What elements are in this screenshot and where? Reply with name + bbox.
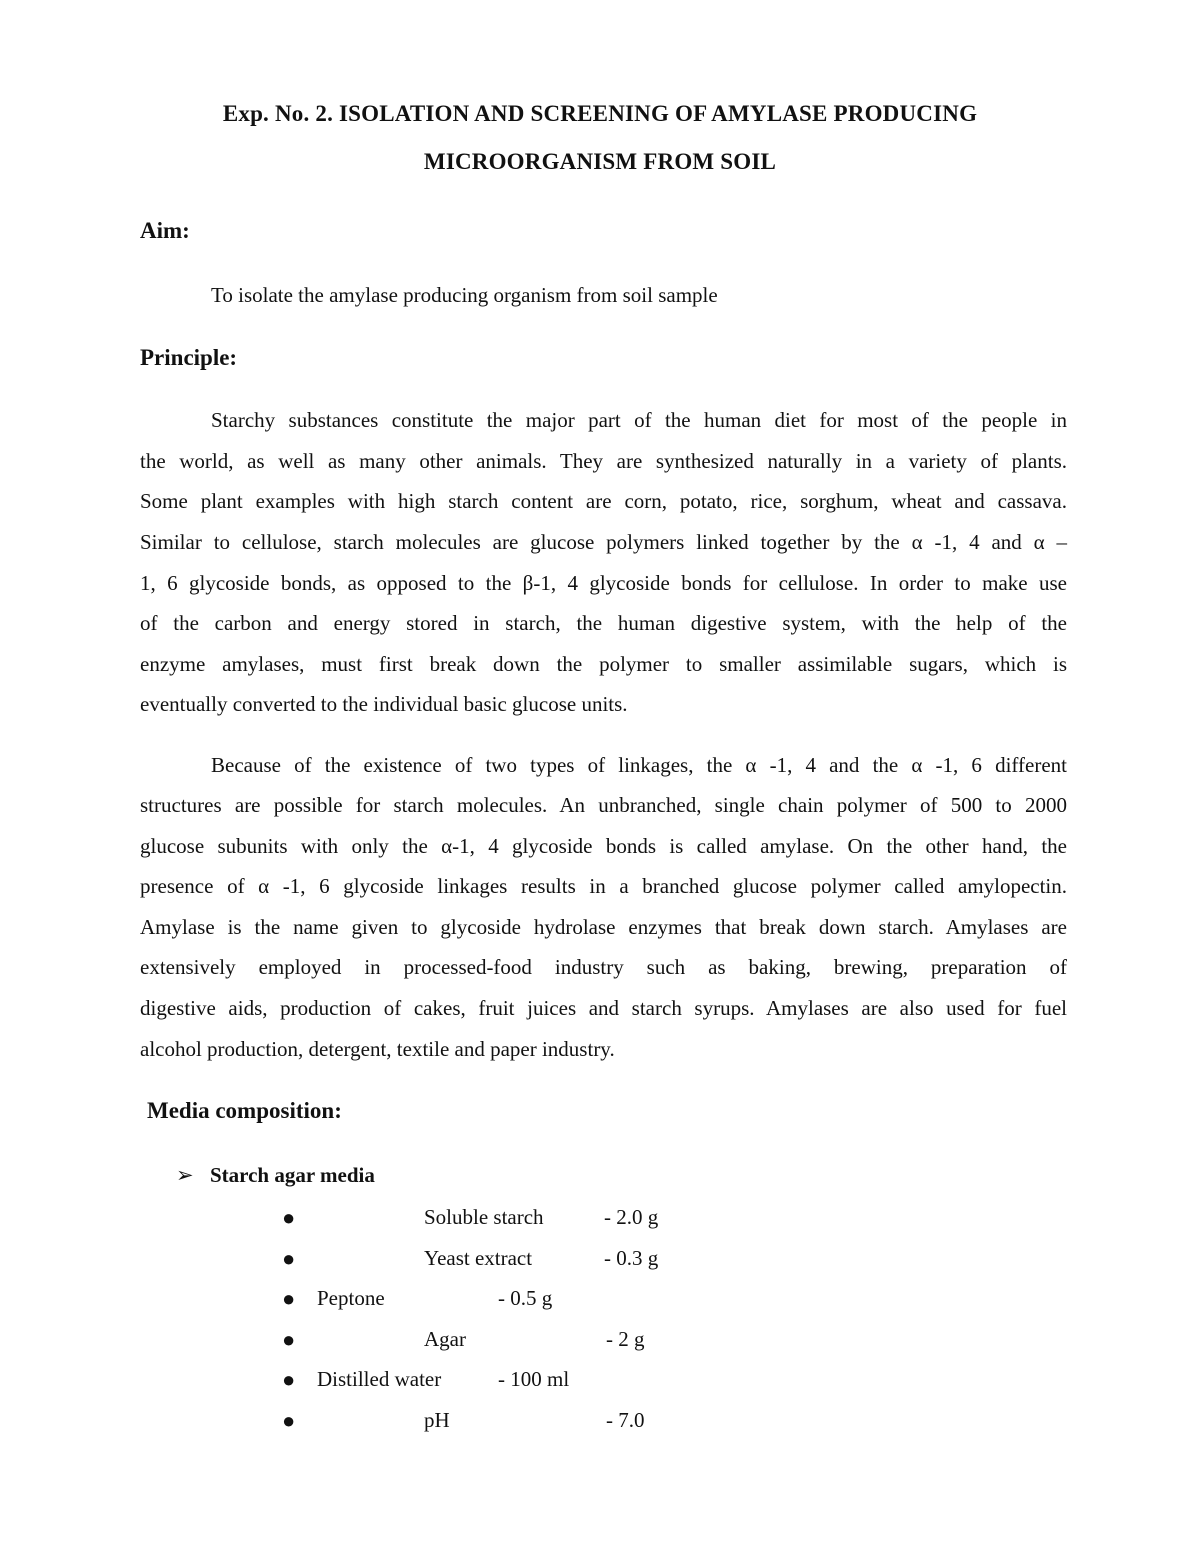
ingredient-name: Soluble starch	[424, 1205, 544, 1229]
arrow-bullet-icon: ➢	[176, 1163, 194, 1187]
bullet-icon: ●	[282, 1205, 296, 1230]
aim-heading: Aim:	[140, 218, 190, 243]
bullet-icon: ●	[282, 1246, 296, 1271]
ingredient-name: Distilled water	[317, 1367, 442, 1391]
aim-text: To isolate the amylase producing organism from soil sample	[211, 283, 718, 307]
document-title-line1: Exp. No. 2. ISOLATION AND SCREENING OF AMYLASE PRODUCING	[222, 101, 978, 126]
ingredient-amount: - 0.3 g	[604, 1246, 659, 1270]
bullet-icon: ●	[282, 1327, 296, 1352]
paragraph-line: alcohol production, detergent, textile and paper industry.	[140, 1037, 615, 1061]
paragraph-line: eventually converted to the individual basic glucose units.	[140, 692, 628, 716]
ingredient-amount: - 2 g	[606, 1327, 645, 1351]
paragraph-line: 1, 6 glycoside bonds, as opposed to the β-1, 4 glycoside bonds for cellulose. In order to make use	[140, 571, 1067, 595]
ingredient-name: pH	[424, 1408, 450, 1432]
bullet-icon: ●	[282, 1367, 296, 1392]
bullet-icon: ●	[282, 1408, 296, 1433]
paragraph-line: Amylase is the name given to glycoside hydrolase enzymes that break down starch. Amylases are	[140, 915, 1067, 939]
ingredient-name: Agar	[424, 1327, 466, 1351]
paragraph-line: enzyme amylases, must first break down the polymer to smaller assimilable sugars, which is	[140, 652, 1067, 676]
principle-heading: Principle:	[140, 345, 238, 370]
paragraph-line: of the carbon and energy stored in starch, the human digestive system, with the help of the	[140, 611, 1067, 635]
ingredient-amount: - 100 ml	[498, 1367, 570, 1391]
ingredient-name: Yeast extract	[424, 1246, 533, 1270]
paragraph-line: Starchy substances constitute the major part of the human diet for most of the people in	[211, 408, 1067, 432]
document-title-line2: MICROORGANISM FROM SOIL	[423, 149, 777, 174]
paragraph-line: Because of the existence of two types of linkages, the α -1, 4 and the α -1, 6 different	[211, 753, 1067, 777]
media-composition-heading: Media composition:	[147, 1098, 342, 1123]
paragraph-line: glucose subunits with only the α-1, 4 glycoside bonds is called amylase. On the other hand, the	[140, 834, 1067, 858]
ingredient-name: Peptone	[317, 1286, 385, 1310]
paragraph-line: structures are possible for starch molecules. An unbranched, single chain polymer of 500 to 2000	[140, 793, 1067, 817]
paragraph-line: the world, as well as many other animals. They are synthesized naturally in a variety of plants.	[140, 449, 1067, 473]
paragraph-line: digestive aids, production of cakes, fruit juices and starch syrups. Amylases are also used for fuel	[140, 996, 1067, 1020]
ingredient-amount: - 7.0	[606, 1408, 645, 1432]
paragraph-line: extensively employed in processed-food industry such as baking, brewing, preparation of	[140, 955, 1067, 979]
ingredient-amount: - 0.5 g	[498, 1286, 553, 1310]
paragraph-line: Some plant examples with high starch content are corn, potato, rice, sorghum, wheat and cassava.	[140, 489, 1067, 513]
bullet-icon: ●	[282, 1286, 296, 1311]
paragraph-line: Similar to cellulose, starch molecules are glucose polymers linked together by the α -1, 4 and α –	[140, 530, 1067, 554]
starch-agar-media-subheading	[176, 1163, 375, 1188]
ingredient-amount: - 2.0 g	[604, 1205, 659, 1229]
paragraph-line: presence of α -1, 6 glycoside linkages results in a branched glucose polymer called amylopectin.	[140, 874, 1067, 898]
subheading-text: Starch agar media	[210, 1163, 375, 1187]
